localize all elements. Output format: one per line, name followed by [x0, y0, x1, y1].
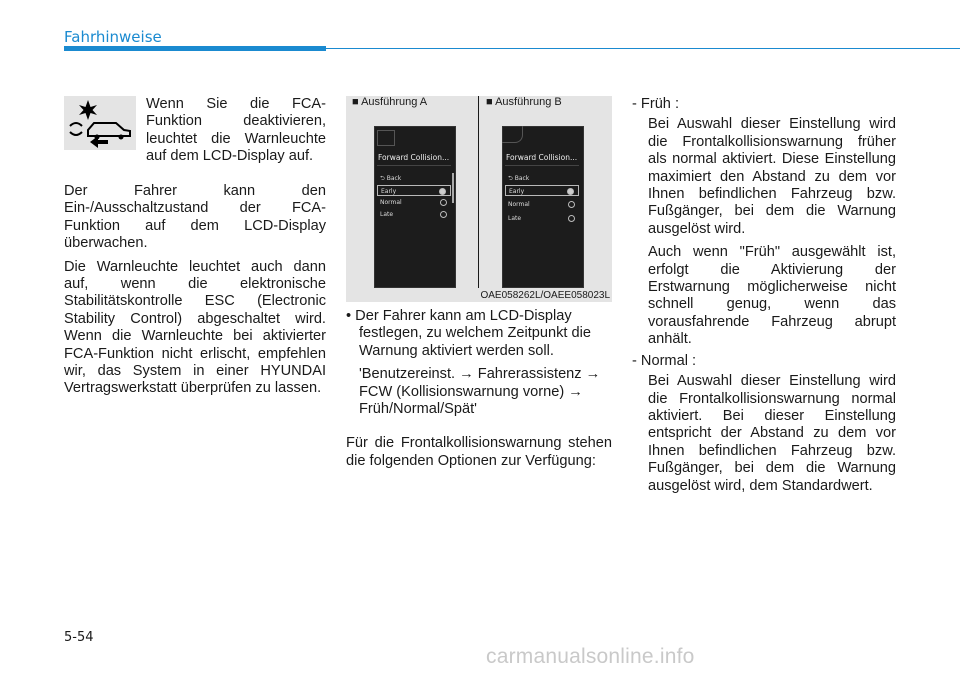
column-2 — [346, 308, 612, 470]
radio-icon — [440, 199, 447, 206]
column-3 — [632, 96, 896, 495]
screen-a-option-normal: Normal — [377, 197, 451, 208]
option-early-text: Bei Auswahl dieser Einstellung wird die Frontalkollisionswarnung früher als normal aktiviert. Diese Einstellung maximiert den Abstand zu dem vor Ihnen befindlichen Fahrzeug bzw. Fußgänger, bei dem die Warnung ausgelöst wird. — [648, 116, 896, 237]
col2-bullet: • Der Fahrer kann am LCD-Display festlegen, zu welchem Zeitpunkt die Warnung aktiviert werden soll. — [346, 308, 592, 359]
screen-a-title: Forward Collision... — [378, 153, 450, 162]
col1-paragraph-1: Der Fahrer kann den Ein-/Ausschaltzustand der FCA-Funktion auf dem LCD-Display überwachen. — [64, 183, 326, 252]
screen-b-title: Forward Collision... — [506, 153, 578, 162]
option-early-heading: - Früh : — [632, 96, 680, 112]
lcd-display-figure — [346, 96, 612, 302]
col2-intro: Für die Frontalkollisionswarnung stehen die folgenden Optionen zur Verfügung: — [346, 435, 612, 469]
fca-warning-light-icon — [64, 96, 136, 150]
screen-b-option-normal: Normal — [505, 199, 579, 210]
lcd-screen-a — [374, 126, 456, 288]
radio-icon — [439, 188, 446, 195]
screen-a-scrollbar — [452, 173, 454, 203]
option-early-note: Auch wenn "Früh" ausgewählt ist, erfolgt die Aktivierung der Erstwarnung möglicherweise nicht schnell genug, wenn das vorausfahrende Fahrzeug abrupt anhält. — [648, 244, 896, 348]
figure-code: OAE058262L/OAEE058023L — [480, 290, 610, 301]
column-1 — [64, 183, 326, 398]
section-title: Fahrhinweise — [64, 28, 162, 46]
page-number: 5-54 — [64, 630, 94, 645]
figure-label-b: ■ Ausführung B — [486, 96, 562, 108]
header-rule-thin — [326, 48, 960, 49]
header-rule-thick — [64, 46, 326, 51]
lcd-screen-b — [502, 126, 584, 288]
screen-a-tab — [377, 130, 395, 146]
col2-menu-path: 'Benutzereinst. → Fahrerassistenz → FCW (Kollisionswarnung vorne) → Früh/Normal/Spät' — [359, 366, 601, 418]
screen-b-option-late: Late — [505, 213, 579, 224]
radio-icon — [568, 201, 575, 208]
screen-b-back: ⮌ Back — [508, 175, 530, 182]
option-normal-text: Bei Auswahl dieser Einstellung wird die Frontalkollisionswarnung normal aktiviert. Bei dieser Einstellung entspricht der Abstand zu dem vor Ihnen befindlichen Fahrzeug bzw. Fußgänger, bei dem die Warnung ausgelöst wird, dem Standardwert. — [648, 373, 896, 494]
radio-icon — [567, 188, 574, 195]
radio-icon — [568, 215, 575, 222]
option-normal-heading: - Normal : — [632, 352, 697, 369]
screen-a-divider — [377, 165, 451, 166]
fca-lead-text — [146, 96, 326, 166]
screen-a-option-late: Late — [377, 209, 451, 220]
lead-paragraph: Wenn Sie die FCA-Funktion deaktivieren, leuchtet die Warnleuchte auf dem LCD-Display auf. — [146, 96, 326, 165]
col1-paragraph-2: Die Warnleuchte leuchtet auch dann auf, wenn die elektronische Stabilitätskontrolle ESC (Electronic Stability Control) abgeschaltet wird. Wenn die Warnleuchte bei aktivierter FCA-Funktion nicht erlischt, empfehlen wir, das System in einer HYUNDAI Vertragswerkstatt überprüfen zu lassen. — [64, 258, 326, 397]
radio-icon — [440, 211, 447, 218]
screen-b-divider — [505, 165, 579, 166]
screen-a-back: ⮌ Back — [380, 175, 402, 182]
screen-a-option-early: Early — [377, 185, 451, 196]
screen-b-tab — [502, 126, 523, 143]
figure-divider — [478, 96, 479, 288]
screen-b-option-early: Early — [505, 185, 579, 196]
figure-label-a: ■ Ausführung A — [352, 96, 428, 108]
watermark: carmanualsonline.info — [486, 645, 695, 668]
